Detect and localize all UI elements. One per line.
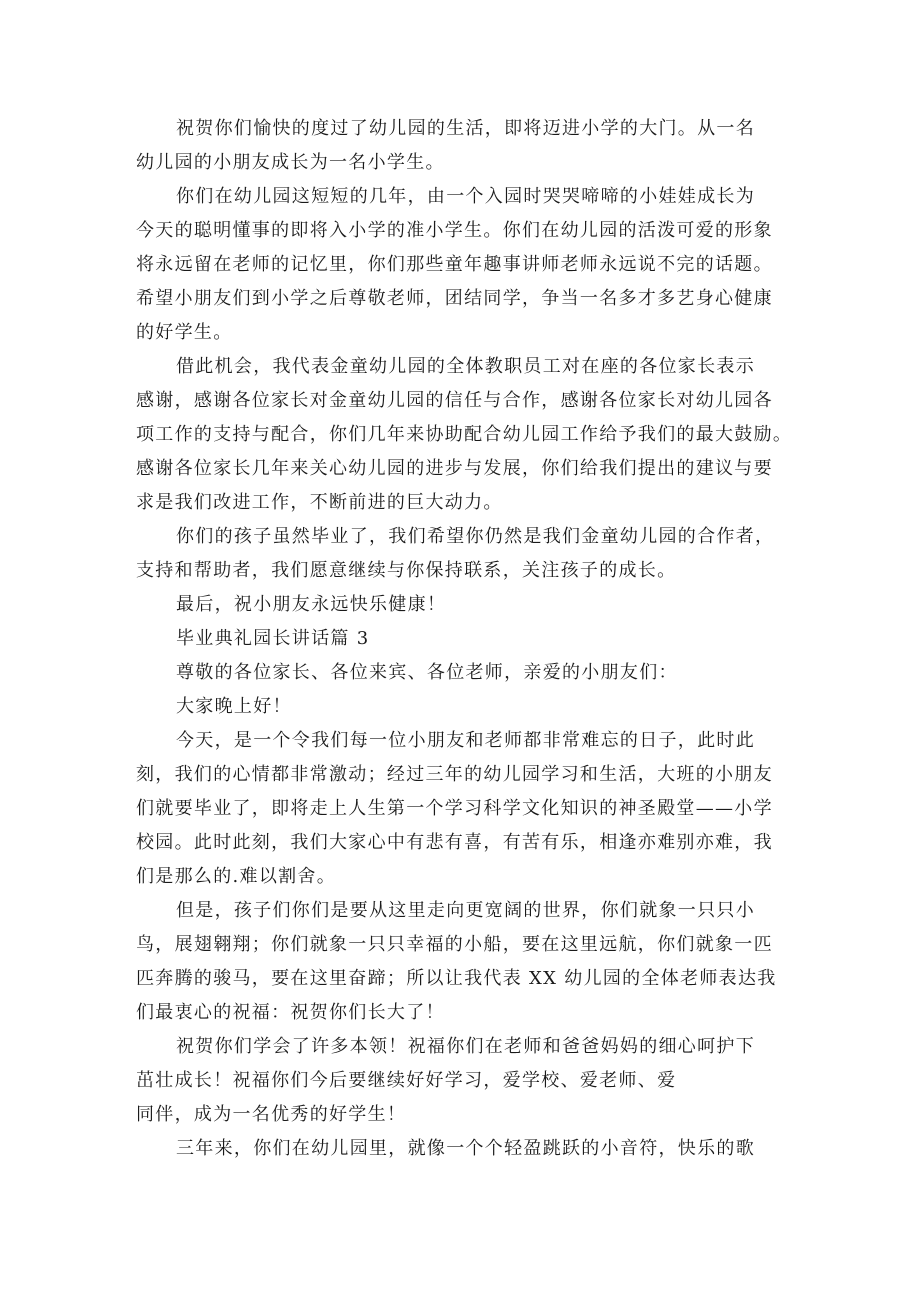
text-line: 希望小朋友们到小学之后尊敬老师，团结同学，争当一名多才多艺身心健康 <box>136 288 773 309</box>
text-line: 项工作的支持与配合，你们几年来协助配合幼儿园工作给予我们的最大鼓励。 <box>136 424 793 445</box>
text-line: 尊敬的各位家长、各位来宾、各位老师，亲爱的小朋友们： <box>176 662 678 683</box>
text-line: 你们的孩子虽然毕业了，我们希望你仍然是我们金童幼儿园的合作者， <box>176 526 775 547</box>
text-line: 们就要毕业了，即将走上人生第一个学习科学文化知识的神圣殿堂——小学 <box>136 798 773 819</box>
text-line: 刻，我们的心情都非常激动；经过三年的幼儿园学习和生活，大班的小朋友 <box>136 764 773 785</box>
text-line: 感谢各位家长几年来关心幼儿园的进步与发展，你们给我们提出的建议与要 <box>136 458 773 479</box>
text-line: 大家晚上好！ <box>176 696 292 717</box>
text-line: 校园。此时此刻，我们大家心中有悲有喜，有苦有乐，相逢亦难别亦难，我 <box>136 832 773 853</box>
text-line: 支持和帮助者，我们愿意继续与你保持联系，关注孩子的成长。 <box>136 560 677 581</box>
text-line: 将永远留在老师的记忆里，你们那些童年趣事讲师老师永远说不完的话题。 <box>136 254 773 275</box>
text-line: 匹奔腾的骏马，要在这里奋蹄；所以让我代表 XX 幼儿园的全体老师表达我 <box>136 968 777 989</box>
text-line: 们最衷心的祝福：祝贺你们长大了！ <box>136 1002 445 1023</box>
text-line: 茁壮成长！祝福你们今后要继续好好学习，爱学校、爱老师、爱 <box>136 1070 677 1091</box>
text-line: 鸟，展翅翱翔；你们就象一只只幸福的小船，要在这里远航，你们就象一匹 <box>136 934 773 955</box>
text-line: 幼儿园的小朋友成长为一名小学生。 <box>136 152 445 173</box>
text-line: 们是那么的.难以割舍。 <box>136 866 337 887</box>
text-line: 今天，是一个令我们每一位小朋友和老师都非常难忘的日子，此时此 <box>176 730 755 751</box>
text-line: 你们在幼儿园这短短的几年，由一个入园时哭哭啼啼的小娃娃成长为 <box>176 186 755 207</box>
text-line: 但是，孩子们你们是要从这里走向更宽阔的世界，你们就象一只只小 <box>176 900 755 921</box>
text-line: 三年来，你们在幼儿园里，就像一个个轻盈跳跃的小音符，快乐的歌 <box>176 1138 755 1159</box>
text-line: 同伴，成为一名优秀的好学生！ <box>136 1104 407 1125</box>
text-line: 感谢，感谢各位家长对金童幼儿园的信任与合作，感谢各位家长对幼儿园各 <box>136 390 773 411</box>
section-heading: 毕业典礼园长讲话篇 3 <box>176 628 370 649</box>
text-line: 祝贺你们愉快的度过了幼儿园的生活，即将迈进小学的大门。从一名 <box>176 118 755 139</box>
text-line: 借此机会，我代表金童幼儿园的全体教职员工对在座的各位家长表示 <box>176 356 755 377</box>
text-line: 最后，祝小朋友永远快乐健康！ <box>176 594 447 615</box>
text-line: 的好学生。 <box>136 322 233 343</box>
text-line: 祝贺你们学会了许多本领！祝福你们在老师和爸爸妈妈的细心呵护下 <box>176 1036 755 1057</box>
text-line: 今天的聪明懂事的即将入小学的准小学生。你们在幼儿园的活泼可爱的形象 <box>136 220 773 241</box>
text-line: 求是我们改进工作，不断前进的巨大动力。 <box>136 492 503 513</box>
